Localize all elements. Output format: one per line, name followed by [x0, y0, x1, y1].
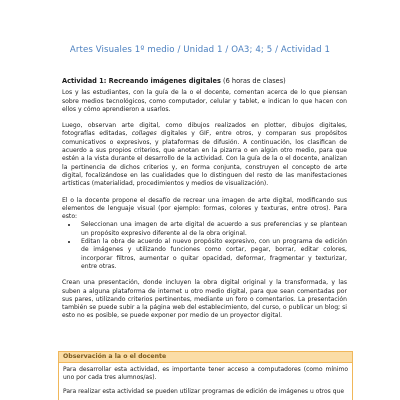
observation-paragraph: Para realizar esta actividad se pueden utilizar programas de edición de imágenes u otros que — [63, 388, 345, 396]
observation-paragraph: Para desarrollar esta actividad, es importante tener acceso a computadores (como mínimo uno por cada tres alumnos/as). — [63, 366, 348, 382]
paragraph-observe-part-b: digitales y GIF, entre otros, y comparan sus propósitos comunicativos o expresivos, y plataformas de difusión. A continuación, los clasifican de acuerdo a sus propios criterios, que anotan en la pizarra o en algún otro medio, para que estén a la vista durante el desarrollo de la actividad. Con la guía de la o el docente, analizan la pertinencia de dichos criterios y, en forma conjunta, construyen el concepto de arte digital, focalizándose en las cualidades que lo distinguen del resto de las manifestaciones artísticas (materialidad, procedimientos y medios de visualización). — [62, 130, 347, 188]
paragraph-observe-part-a: Luego, observan arte digital, como dibujos realizados en plotter, dibujos digitales, fotografías editadas, — [62, 122, 347, 138]
activity-content — [62, 77, 347, 329]
bullet-item: • Seleccionan una imagen de arte digital de acuerdo a sus preferencias y se plantean un propósito expresivo diferente al de la obra original. — [78, 221, 347, 238]
page-header: Artes Visuales 1º medio / Unidad 1 / OA3; 4; 5 / Actividad 1 — [69, 45, 331, 55]
observation-title: Observación a la o el docente — [59, 352, 352, 363]
challenge-bullet-list — [62, 221, 347, 271]
paragraph-challenge: El o la docente propone el desafío de recrear una imagen de arte digital, modificando sus elementos de lenguaje visual (por ejemplo: formas, colores y texturas, entre otros). Para esto: — [62, 196, 347, 221]
paragraph-intro: Los y las estudiantes, con la guía de la o el docente, comentan acerca de lo que piensan sobre medios tecnológicos, como computador, celular y tablet, e indican lo que hacen con ellos y cómo aprendieron a usarlos. — [62, 89, 347, 113]
activity-title — [62, 77, 347, 85]
paragraph-observe-italic: collages — [131, 130, 157, 138]
bullet-item: • Editan la obra de acuerdo al nuevo propósito expresivo, con un programa de edición de imágenes y utilizando funciones como cortar, pegar, borrar, editar colores, incorporar filtros, aumentar o quitar opacidad, deformar, fragmentar y texturizar, entre otras. — [78, 238, 347, 271]
paragraph-observe — [62, 122, 347, 188]
observation-body — [59, 363, 352, 400]
activity-title-bold: Actividad 1: Recreando imágenes digitales — [62, 77, 221, 85]
paragraph-presentation: Crean una presentación, donde incluyen la obra digital original y la transformada, y las suben a alguna plataforma de internet u otro medio digital, para que sean comentadas por sus pares, utilizando criterios pertinentes, mediante un foro o comentarios. La presentación también se puede subir a la página web del establecimiento, del curso, o publicar un blog; si esto no es posible, se puede exponer por medio de un proyector digital. — [62, 279, 347, 320]
activity-title-duration: (6 horas de clases) — [220, 77, 286, 85]
teacher-observation-box — [58, 351, 353, 400]
